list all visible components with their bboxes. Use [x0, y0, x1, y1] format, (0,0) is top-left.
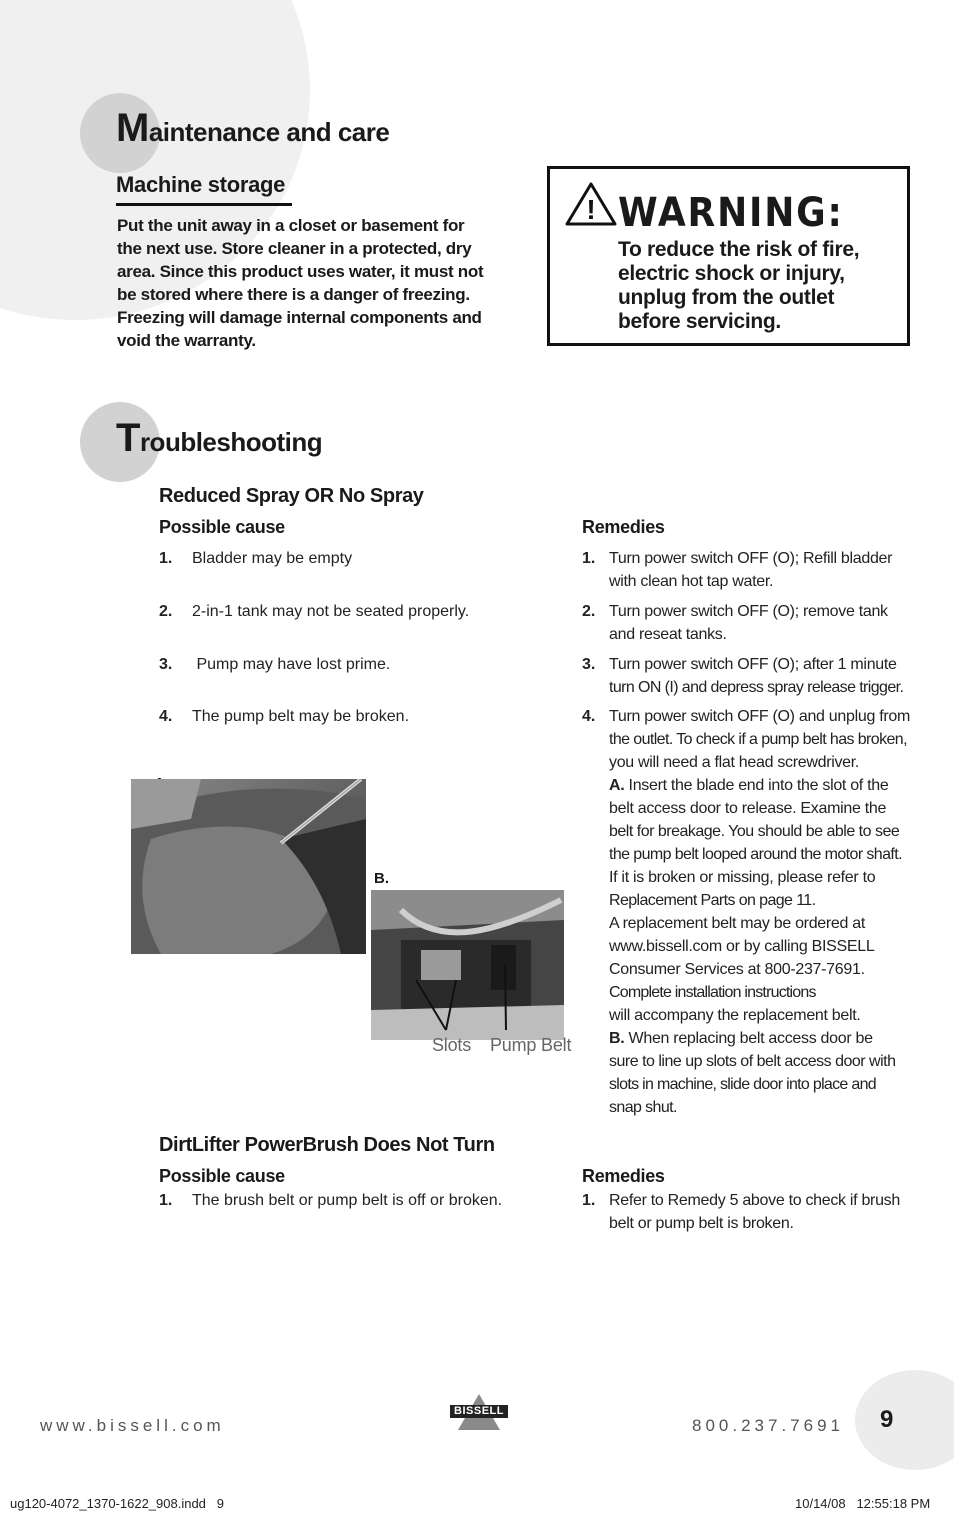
remedies-label: Remedies: [582, 1166, 665, 1186]
warning-line: To reduce the risk of fire,: [618, 238, 860, 261]
title-rest: roubleshooting: [139, 427, 323, 457]
remedy-line: will accompany the replacement belt.: [609, 1007, 861, 1024]
remedy-line: Refer to Remedy 5 above to check if brush: [609, 1192, 900, 1209]
remedies-label: Remedies: [582, 517, 665, 537]
warning-text: [618, 238, 859, 334]
remedy-line: slots in machine, slide door into place and: [609, 1076, 876, 1093]
heading-underline: [116, 203, 292, 206]
step-a-label: A.: [609, 777, 625, 794]
problem-heading: Reduced Spray OR No Spray: [159, 485, 424, 507]
item-text: Bladder may be empty: [192, 550, 353, 567]
item-number: 3.: [582, 656, 596, 673]
warning-glyph: !: [586, 194, 596, 225]
item-text: The pump belt may be broken.: [192, 708, 410, 725]
storage-line: be stored where there is a danger of freezing.: [117, 285, 470, 304]
title-initial: T: [116, 416, 140, 460]
file-slug: ug120-4072_1370-1622_908.indd 9: [10, 1496, 224, 1511]
remedy-line: belt for breakage. You should be able to see: [609, 823, 900, 840]
maintenance-title: [116, 106, 389, 151]
footer-url: www.bissell.com: [40, 1416, 225, 1435]
cause-label: Possible cause: [159, 1166, 285, 1186]
item-number: 3.: [159, 656, 173, 673]
item-number: 1.: [159, 550, 173, 567]
remedy-line: Turn power switch OFF (O); after 1 minute: [609, 656, 897, 673]
storage-paragraph: [117, 214, 537, 352]
item-number: 1.: [159, 1192, 173, 1209]
remedy-line: with clean hot tap water.: [609, 573, 774, 590]
caption-pump-belt: Pump Belt: [490, 1035, 572, 1055]
step-b-label: B.: [609, 1030, 625, 1047]
remedy-line: the outlet. To check if a pump belt has broken,: [609, 731, 907, 748]
storage-line: area. Since this product uses water, it must not: [117, 262, 484, 281]
photo-a-drawing: [131, 779, 366, 954]
storage-line: the next use. Store cleaner in a protected, dry: [117, 239, 472, 258]
title-initial: M: [116, 106, 149, 150]
item-number: 1.: [582, 550, 596, 567]
storage-line: Put the unit away in a closet or basement for: [117, 216, 465, 235]
bissell-logo: [448, 1392, 510, 1432]
remedy-line: www.bissell.com or by calling BISSELL: [609, 938, 875, 955]
photo-b-image: [371, 890, 564, 1040]
page-number: 9: [880, 1406, 894, 1433]
item-number: 2.: [582, 603, 596, 620]
item-number: 2.: [159, 603, 173, 620]
item-number: 4.: [159, 708, 173, 725]
remedy-line: turn ON (I) and depress spray release trigger.: [609, 679, 904, 696]
warning-line: electric shock or injury,: [618, 262, 845, 285]
storage-line: Freezing will damage internal components and: [117, 308, 482, 327]
remedy-line: Consumer Services at 800-237-7691.: [609, 961, 865, 978]
footer-phone: 800.237.7691: [692, 1416, 844, 1435]
remedy-line: you will need a flat head screwdriver.: [609, 754, 860, 771]
remedy-line: If it is broken or missing, please refer to: [609, 869, 876, 886]
remedy-line: Insert the blade end into the slot of the: [624, 777, 889, 794]
title-rest: aintenance and care: [148, 117, 390, 147]
remedy-line: belt or pump belt is broken.: [609, 1215, 794, 1232]
remedy-line: sure to line up slots of belt access door with: [609, 1053, 896, 1070]
remedy-line: A replacement belt may be ordered at: [609, 915, 866, 932]
timestamp-slug: 10/14/08 12:55:18 PM: [795, 1496, 931, 1511]
warning-line: unplug from the outlet: [618, 286, 835, 309]
machine-storage-heading: Machine storage: [116, 172, 286, 197]
item-text: 2-in-1 tank may not be seated properly.: [192, 603, 470, 620]
warning-line: before servicing.: [618, 310, 781, 333]
warning-word: WARNING:: [618, 190, 844, 236]
photo-b-label: B.: [374, 870, 389, 887]
remedy-line: and reseat tanks.: [609, 626, 727, 643]
warning-triangle-icon: [565, 181, 617, 227]
logo-text: BISSELL: [450, 1405, 508, 1418]
remedy-line: belt access door to release. Examine the: [609, 800, 887, 817]
remedy-line: Turn power switch OFF (O); Refill bladder: [609, 550, 893, 567]
item-number: 1.: [582, 1192, 596, 1209]
problem-heading: DirtLifter PowerBrush Does Not Turn: [159, 1134, 495, 1156]
remedy-line: Turn power switch OFF (O); remove tank: [609, 603, 888, 620]
remedy-line: When replacing belt access door be: [624, 1030, 873, 1047]
storage-line: void the warranty.: [117, 331, 256, 350]
item-number: 4.: [582, 708, 596, 725]
remedy-line: Complete installation instructions: [609, 984, 816, 1001]
remedy-line: Turn power switch OFF (O) and unplug from: [609, 708, 910, 725]
remedy-line: snap shut.: [609, 1099, 677, 1116]
photo-a-image: [131, 779, 366, 954]
page-number-circle: [855, 1370, 954, 1470]
caption-slots: Slots: [432, 1035, 472, 1055]
troubleshooting-title: [116, 416, 322, 461]
remedy-line: the pump belt looped around the motor shaft.: [609, 846, 902, 863]
item-text: The brush belt or pump belt is off or broken.: [192, 1192, 503, 1209]
remedy-line: Replacement Parts on page 11.: [609, 892, 816, 909]
item-text: Pump may have lost prime.: [192, 656, 391, 673]
photo-b-drawing: [371, 890, 564, 1040]
cause-label: Possible cause: [159, 517, 285, 537]
